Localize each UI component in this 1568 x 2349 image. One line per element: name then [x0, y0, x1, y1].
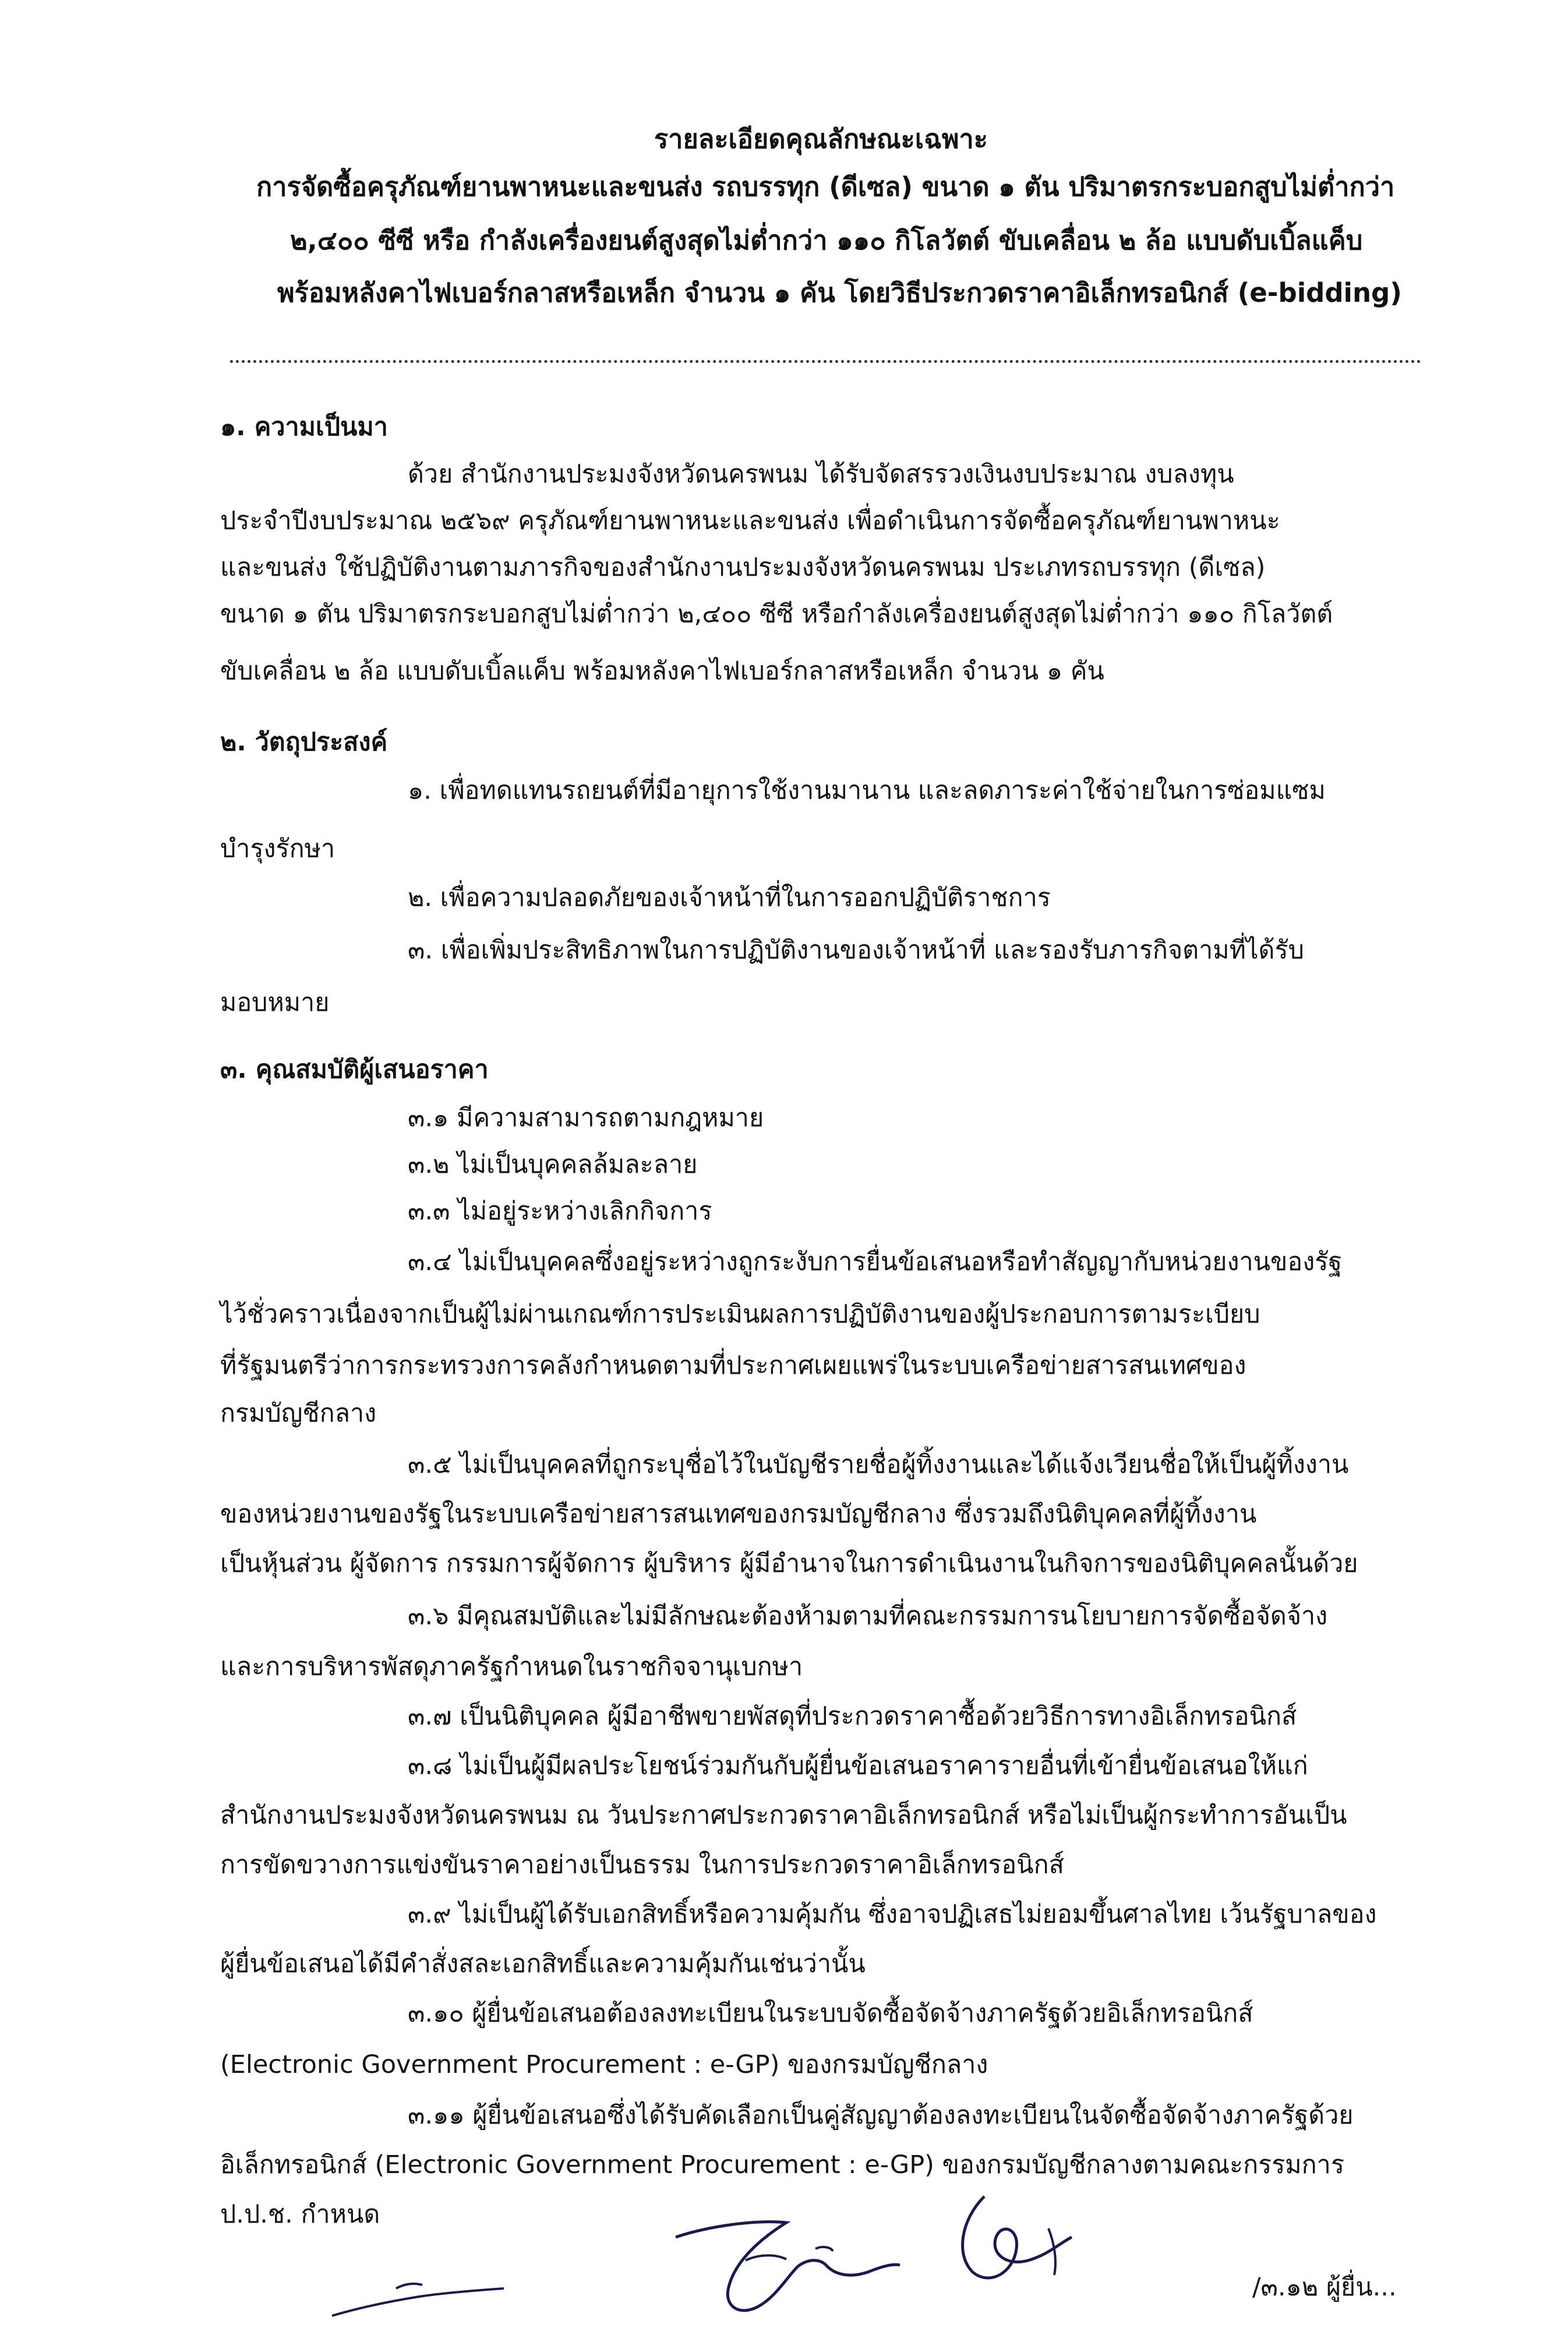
section-3-line: สำนักงานประมงจังหวัดนครพนม ณ วันประกาศประกวดราคาอิเล็กทรอนิกส์ หรือไม่เป็นผู้กระทำการอันเป็น — [220, 1801, 1347, 1830]
section-3-line: ป.ป.ช. กำหนด — [220, 2200, 380, 2229]
section-3-line: ๓.๔ ไม่เป็นบุคคลซึ่งอยู่ระหว่างถูกระงับการยื่นข้อเสนอหรือทำสัญญากับหน่วยงานของรัฐ — [408, 1247, 1343, 1276]
doc-title-line-2: การจัดซื้อครุภัณฑ์ยานพาหนะและขนส่ง รถบรรทุก (ดีเซล) ขนาด ๑ ตัน ปริมาตรกระบอกสูบไม่ต่ำกว่า — [256, 171, 1395, 202]
section-3-line: กรมบัญชีกลาง — [220, 1399, 377, 1428]
section-2-line: มอบหมาย — [220, 988, 330, 1017]
section-3-line: ๓.๗ เป็นนิติบุคคล ผู้มีอาชีพขายพัสดุที่ประกวดราคาซื้อด้วยวิธีการทางอิเล็กทรอนิกส์ — [408, 1702, 1297, 1731]
section-3-line: ๓.๑๑ ผู้ยื่นข้อเสนอซึ่งได้รับคัดเลือกเป็นคู่สัญญาต้องลงทะเบียนในจัดซื้อจัดจ้างภาครัฐด้วย — [408, 2101, 1354, 2130]
doc-title-line-1: รายละเอียดคุณลักษณะเฉพาะ — [654, 124, 988, 154]
section-3-line: เป็นหุ้นส่วน ผู้จัดการ กรรมการผู้จัดการ ผู้บริหาร ผู้มีอำนาจในการดำเนินงานในกิจการของนิติบุคคลนั้นด้วย — [220, 1549, 1358, 1578]
section-3-line: ๓.๘ ไม่เป็นผู้มีผลประโยชน์ร่วมกันกับผู้ยื่นข้อเสนอราคารายอื่นที่เข้ายื่นข้อเสนอให้แก่ — [408, 1751, 1308, 1780]
section-3-line: ๓.๕ ไม่เป็นบุคคลที่ถูกระบุชื่อไว้ในบัญชีรายชื่อผู้ทิ้งงานและได้แจ้งเวียนชื่อให้เป็นผู้ทิ้งงาน — [408, 1450, 1349, 1479]
signature-mark-1 — [326, 2260, 513, 2330]
section-1-line: ประจำปีงบประมาณ ๒๕๖๙ ครุภัณฑ์ยานพาหนะและขนส่ง เพื่อดำเนินการจัดซื้อครุภัณฑ์ยานพาหนะ — [220, 506, 1280, 535]
section-1-line: และขนส่ง ใช้ปฏิบัติงานตามภารกิจของสำนักงานประมงจังหวัดนครพนม ประเภทรถบรรทุก (ดีเซล) — [220, 553, 1266, 582]
section-3-line: และการบริหารพัสดุภาครัฐกำหนดในราชกิจจานุเบกษา — [220, 1652, 803, 1681]
section-2-line: ๑. เพื่อทดแทนรถยนต์ที่มีอายุการใช้งานมานาน และลดภาระค่าใช้จ่ายในการซ่อมแซม — [408, 776, 1326, 805]
section-1-line: ขนาด ๑ ตัน ปริมาตรกระบอกสูบไม่ต่ำกว่า ๒,๔๐๐ ซีซี หรือกำลังเครื่องยนต์สูงสุดไม่ต่ำกว่า ๑๑๐ กิโลวัตต์ — [220, 599, 1333, 629]
doc-title-line-3: ๒,๔๐๐ ซีซี หรือ กำลังเครื่องยนต์สูงสุดไม่ต่ำกว่า ๑๑๐ กิโลวัตต์ ขับเคลื่อน ๒ ล้อ แบบดับเบิ้ลแค็บ — [290, 225, 1363, 256]
section-3-line: ๓.๑๐ ผู้ยื่นข้อเสนอต้องลงทะเบียนในระบบจัดซื้อจัดจ้างภาครัฐด้วยอิเล็กทรอนิกส์ — [408, 1999, 1253, 2028]
signature-mark-3 — [932, 2173, 1107, 2301]
section-3-line: ๓.๖ มีคุณสมบัติและไม่มีลักษณะต้องห้ามตามที่คณะกรรมการนโยบายการจัดซื้อจัดจ้าง — [408, 1602, 1328, 1631]
section-3-line: ที่รัฐมนตรีว่าการกระทรวงการคลังกำหนดตามที่ประกาศเผยแพร่ในระบบเครือข่ายสารสนเทศของ — [220, 1351, 1246, 1380]
section-1-line: ด้วย สำนักงานประมงจังหวัดนครพนม ได้รับจัดสรรวงเงินงบประมาณ งบลงทุน — [408, 460, 1234, 489]
doc-title-line-4: พร้อมหลังคาไฟเบอร์กลาสหรือเหล็ก จำนวน ๑ คัน โดยวิธีประกวดราคาอิเล็กทรอนิกส์ (e-bidding) — [277, 277, 1402, 308]
signature-mark-2 — [641, 2191, 909, 2330]
continuation-marker: /๓.๑๒ ผู้ยื่น... — [1252, 2273, 1397, 2302]
section-2-line: ๓. เพื่อเพิ่มประสิทธิภาพในการปฏิบัติงานของเจ้าหน้าที่ และรองรับภารกิจตามที่ได้รับ — [408, 936, 1304, 965]
section-2-line: บำรุงรักษา — [220, 834, 336, 863]
section-1-heading: ๑. ความเป็นมา — [220, 412, 388, 442]
section-3-line: ไว้ชั่วคราวเนื่องจากเป็นผู้ไม่ผ่านเกณฑ์การประเมินผลการปฏิบัติงานของผู้ประกอบการตามระเบียบ — [220, 1300, 1260, 1329]
section-3-line: ๓.๙ ไม่เป็นผู้ได้รับเอกสิทธิ์หรือความคุ้มกัน ซึ่งอาจปฏิเสธไม่ยอมขึ้นศาลไทย เว้นรัฐบาลของ — [408, 1900, 1377, 1929]
section-3-line: ๓.๑ มีความสามารถตามกฎหมาย — [408, 1103, 764, 1133]
section-3-line: ๓.๒ ไม่เป็นบุคคลล้มละลาย — [408, 1150, 698, 1179]
section-3-heading: ๓. คุณสมบัติผู้เสนอราคา — [220, 1055, 489, 1084]
section-3-line: อิเล็กทรอนิกส์ (Electronic Government Procurement : e-GP) ของกรมบัญชีกลางตามคณะกรรมการ — [220, 2150, 1344, 2179]
section-1-line: ขับเคลื่อน ๒ ล้อ แบบดับเบิ้ลแค็บ พร้อมหลังคาไฟเบอร์กลาสหรือเหล็ก จำนวน ๑ คัน — [220, 657, 1104, 686]
section-2-heading: ๒. วัตถุประสงค์ — [220, 728, 388, 757]
section-3-line: ๓.๓ ไม่อยู่ระหว่างเลิกกิจการ — [408, 1197, 712, 1226]
section-3-line: ของหน่วยงานของรัฐในระบบเครือข่ายสารสนเทศของกรมบัญชีกลาง ซึ่งรวมถึงนิติบุคคลที่ผู้ทิ้งงาน — [220, 1500, 1257, 1529]
section-3-line: การขัดขวางการแข่งขันราคาอย่างเป็นธรรม ในการประกวดราคาอิเล็กทรอนิกส์ — [220, 1850, 1064, 1879]
section-3-line: ผู้ยื่นข้อเสนอได้มีคำสั่งสละเอกสิทธิ์และความคุ้มกันเช่นว่านั้น — [220, 1949, 866, 1978]
dotted-separator — [230, 360, 1421, 363]
section-3-line: (Electronic Government Procurement : e-GP) ของกรมบัญชีกลาง — [220, 2050, 988, 2079]
section-2-line: ๒. เพื่อความปลอดภัยของเจ้าหน้าที่ในการออกปฏิบัติราชการ — [408, 883, 1051, 912]
